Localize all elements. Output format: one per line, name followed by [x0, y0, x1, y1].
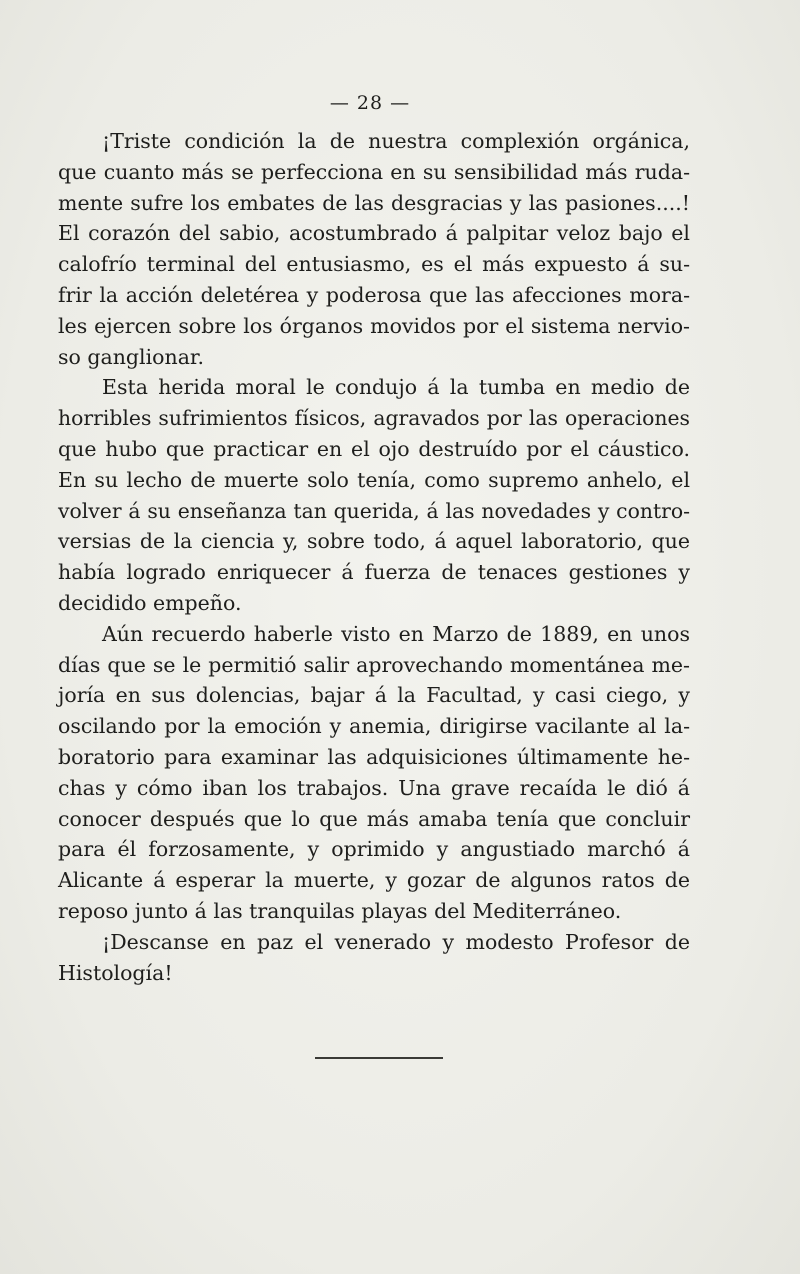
- paragraph-2: [58, 372, 690, 618]
- text-line: chas y cómo iban los trabajos. Una grave recaída le dió á: [58, 775, 690, 800]
- text-line: frir la acción deletérea y poderosa que las afecciones mora-: [58, 282, 690, 307]
- text-line: Aún recuerdo haberle visto en Marzo de 1889, en unos: [102, 621, 690, 646]
- text-line: ¡Triste condición la de nuestra complexión orgánica,: [102, 129, 690, 153]
- text-line: decidido empeño.: [58, 590, 242, 615]
- text-line: horribles sufrimientos físicos, agravados por las operaciones: [58, 406, 690, 431]
- text-line: El corazón del sabio, acostumbrado á palpitar veloz bajo el: [58, 221, 690, 246]
- closing-rule: [315, 1057, 443, 1059]
- text-line: reposo junto á las tranquilas playas del Mediterráneo.: [58, 898, 622, 923]
- text-line: joría en sus dolencias, bajar á la Facultad, y casi ciego, y: [58, 683, 690, 708]
- text-line: Esta herida moral le condujo á la tumba en medio de: [102, 375, 690, 400]
- text-line: Histología!: [58, 960, 173, 985]
- text-line: que hubo que practicar en el ojo destruído por el cáustico.: [58, 436, 690, 461]
- text-line: oscilando por la emoción y anemia, dirigirse vacilante al la-: [58, 714, 690, 739]
- text-line: días que se le permitió salir aprovechando momentánea me-: [58, 652, 690, 677]
- text-line: les ejercen sobre los órganos movidos por el sistema nervio-: [58, 313, 690, 338]
- text-line: Alicante á esperar la muerte, y gozar de algunos ratos de: [58, 868, 690, 893]
- text-line: mente sufre los embates de las desgracias y las pasiones....!: [58, 190, 690, 215]
- paragraph-3: [58, 619, 690, 927]
- text-line: so ganglionar.: [58, 344, 204, 369]
- text-line: había logrado enriquecer á fuerza de tenaces gestiones y: [58, 560, 690, 585]
- text-line: que cuanto más se perfecciona en su sensibilidad más ruda-: [58, 159, 690, 184]
- text-line: boratorio para examinar las adquisiciones últimamente he-: [58, 744, 690, 769]
- text-line: versias de la ciencia y, sobre todo, á aquel laboratorio, que: [58, 529, 690, 554]
- text-line: para él forzosamente, y oprimido y angustiado marchó á: [58, 837, 690, 862]
- text-line: calofrío terminal del entusiasmo, es el más expuesto á su-: [58, 252, 690, 277]
- text-line: ¡Descanse en paz el venerado y modesto Profesor de: [102, 929, 690, 954]
- text-line: volver á su enseñanza tan querida, á las novedades y contro-: [58, 498, 690, 523]
- text-line: En su lecho de muerte solo tenía, como supremo anhelo, el: [58, 467, 690, 492]
- page-number: — 28 —: [329, 92, 411, 114]
- text-line: conocer después que lo que más amaba tenía que concluir: [58, 806, 690, 831]
- paragraph-1: [58, 126, 690, 372]
- body-text: [58, 126, 690, 988]
- paragraph-4: [58, 927, 690, 989]
